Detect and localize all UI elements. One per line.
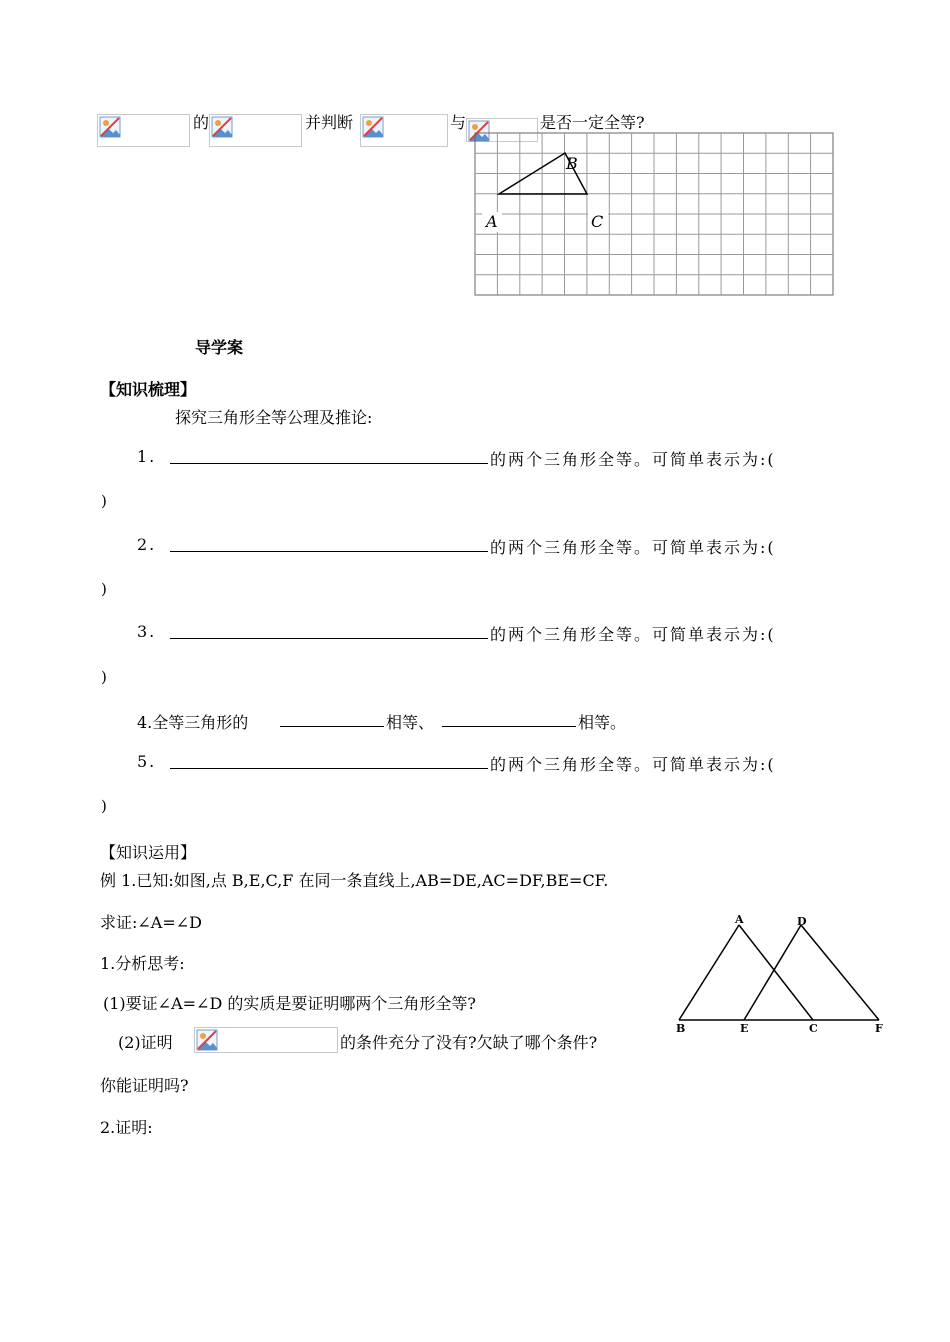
label-c: C: [591, 212, 604, 231]
section-1-intro: 探究三角形全等公理及推论:: [175, 408, 373, 427]
item-1-blank[interactable]: [170, 447, 488, 464]
label-b: B: [566, 154, 578, 173]
question-2-prefix: (2)证明: [118, 1033, 173, 1052]
top-text-4: 是否一定全等?: [540, 113, 645, 132]
item-3-suffix: 的两个三角形全等。可简单表示为:(: [490, 625, 776, 644]
proof-heading: 2.证明:: [100, 1118, 153, 1137]
triangle-figure: [670, 908, 890, 1038]
prove-statement: 求证:∠A=∠D: [100, 913, 202, 932]
image-placeholder-2: [209, 114, 302, 147]
image-placeholder-5: [194, 1027, 338, 1053]
vertex-c: C: [809, 1022, 818, 1035]
item-4-blank-1[interactable]: [280, 710, 384, 727]
item-5-suffix: 的两个三角形全等。可简单表示为:(: [490, 755, 776, 774]
item-5-blank[interactable]: [170, 752, 488, 769]
broken-image-icon: [99, 116, 121, 138]
question-2-suffix: 的条件充分了没有?欠缺了哪个条件?: [340, 1033, 598, 1052]
broken-image-icon: [211, 116, 233, 138]
item-1-close: ): [101, 492, 107, 510]
question-3: 你能证明吗?: [100, 1076, 189, 1095]
guide-title: 导学案: [195, 338, 244, 357]
item-4-mid: 相等、: [386, 713, 435, 732]
segment-ac: [739, 925, 813, 1020]
vertex-a: A: [735, 913, 744, 926]
question-1: (1)要证∠A=∠D 的实质是要证明哪两个三角形全等?: [103, 994, 476, 1013]
top-text-1: 的: [193, 113, 210, 132]
item-5-close: ): [101, 797, 107, 815]
grid-lines: [475, 133, 833, 295]
segment-ab: [679, 925, 739, 1020]
item-3-num: 3.: [137, 622, 157, 641]
item-4-blank-2[interactable]: [442, 710, 576, 727]
vertex-e: E: [740, 1022, 749, 1035]
example-1: 例 1.已知:如图,点 B,E,C,F 在同一条直线上,AB=DE,AC=DF,BE=CF.: [100, 871, 609, 890]
analysis-heading: 1.分析思考:: [100, 954, 185, 973]
vertex-f: F: [875, 1022, 883, 1035]
section-1-heading: 【知识梳理】: [100, 380, 197, 399]
broken-image-icon: [362, 116, 384, 138]
image-placeholder-1: [97, 114, 190, 147]
item-5-num: 5.: [137, 752, 157, 771]
item-1-num: 1.: [137, 447, 157, 466]
item-2-blank[interactable]: [170, 535, 488, 552]
item-1-suffix: 的两个三角形全等。可简单表示为:(: [490, 450, 776, 469]
grid-figure: [474, 132, 836, 298]
segment-df: [801, 925, 879, 1020]
segment-de: [744, 925, 801, 1020]
broken-image-icon: [196, 1029, 218, 1051]
vertex-b: B: [676, 1022, 686, 1035]
vertex-d: D: [797, 915, 807, 928]
item-3-close: ): [101, 668, 107, 686]
item-2-num: 2.: [137, 535, 157, 554]
label-a: A: [486, 212, 498, 231]
item-4-end: 相等。: [578, 713, 627, 732]
top-text-3: 与: [450, 113, 467, 132]
item-2-close: ): [101, 580, 107, 598]
top-text-2: 并判断: [305, 113, 354, 132]
section-2-heading: 【知识运用】: [100, 843, 197, 862]
item-2-suffix: 的两个三角形全等。可简单表示为:(: [490, 538, 776, 557]
item-3-blank[interactable]: [170, 622, 488, 639]
image-placeholder-3: [360, 114, 448, 147]
item-4-prefix: 4.全等三角形的: [137, 713, 249, 732]
